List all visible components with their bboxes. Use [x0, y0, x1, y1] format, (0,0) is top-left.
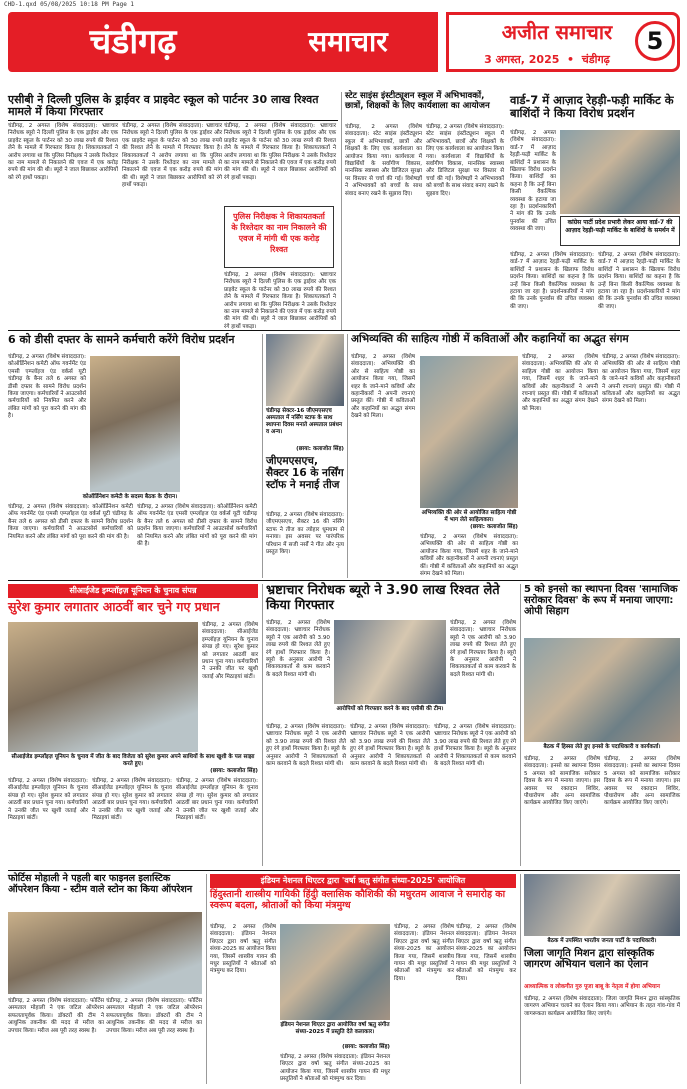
a1-inset: पुलिस निरीक्षक ने शिकायतकर्ता के रिश्तेदार का नाम निकालने की एवज में मांगी थी एक करोड़ रिश्वत [224, 206, 334, 268]
a12-headline: जिला जागृति मिशन द्वारा सांस्कृतिक जागरण अभियान चलाने का ऐलान [524, 948, 655, 971]
a11-body: चंडीगढ़, 2 अगस्त (विशेष संवाददाता): इंडियन नेशनल थिएटर द्वारा वर्षा ऋतु संगीत संध्या-2025 का आयोजन किया गया, जिसमें शास्त्रीय गायन की मधुर प्रस्तुतियों ने श्रोताओं को मंत्रमुग्ध कर दिया। [456, 924, 516, 982]
a2-body: चंडीगढ़, 2 अगस्त (विशेष संवाददाता): स्टेट साइंस इंस्टीट्यूशन स्कूल में अभिभावकों, छात्रों और शिक्षकों के लिए एक कार्यशाला का आयोजन किया गया। कार्यशाला में विद्यार्थियों के सर्वांगीण विकास, मानसिक स्वास्थ्य और डिजिटल सुरक्षा पर विस्तार से चर्चा की गई। विशेषज्ञों ने अभिभावकों को बच्चों के साथ संवाद बनाए रखने के सुझाव दिए। [426, 124, 505, 197]
a11-caption: इंडियन नेशनल थिएटर द्वारा आयोजित वर्षा ऋतु संगीत संध्या-2025 में प्रस्तुति देते कलाकार। [280, 1022, 390, 1035]
divider [520, 584, 521, 866]
a8-body: चंडीगढ़, 2 अगस्त (विशेष संवाददाता): भ्रष्टाचार निरोधक ब्यूरो ने एक आरोपी को 3.90 लाख रुपये की रिश्वत लेते हुए रंगे हाथों गिरफ्तार किया है। ब्यूरो के अनुसार आरोपी ने शिकायतकर्ता से काम करवाने के बदले रिश्वत मांगी थी। [450, 620, 516, 678]
divider [520, 874, 521, 1084]
divider [262, 584, 263, 866]
a8-body: चंडीगढ़, 2 अगस्त (विशेष संवाददाता): भ्रष्टाचार निरोधक ब्यूरो ने एक आरोपी को 3.90 लाख रुपये की रिश्वत लेते हुए रंगे हाथों गिरफ्तार किया है। ब्यूरो के अनुसार आरोपी ने शिकायतकर्ता से काम करवाने के बदले रिश्वत मांगी थी। [266, 620, 330, 678]
a8-body: चंडीगढ़, 2 अगस्त (विशेष संवाददाता): भ्रष्टाचार निरोधक ब्यूरो ने एक आरोपी को 3.90 लाख रुपये की रिश्वत लेते हुए रंगे हाथों गिरफ्तार किया है। ब्यूरो के अनुसार आरोपी ने शिकायतकर्ता से काम करवाने के बदले रिश्वत मांगी थी। [350, 724, 430, 768]
divider [8, 580, 680, 581]
a5-headline: जीएमएसएच, सैक्टर 16 के नर्सिंग स्टॉफ ने मनाई तीज [266, 455, 344, 491]
masthead-city-title: चंडीगढ़ [8, 12, 258, 72]
divider [262, 334, 263, 578]
a5-photo [266, 334, 344, 406]
a4-body: चंडीगढ़, 2 अगस्त (विशेष संवाददाता): कोऑर्डिनेशन कमेटी ऑफ गवर्नमेंट एंड एमसी एम्प्लॉइज एंड वर्कर्स यूटी चंडीगढ़ के बैनर तले 6 अगस्त को डीसी दफ्तर के सामने विरोध प्रदर्शन किया जाएगा। कर्मचारियों ने आउटसोर्स कर्मचारियों को नियमित करने और लंबित मांगों को पूरा करने की मांग की है। [137, 504, 257, 548]
a5-body: चंडीगढ़, 2 अगस्त (विशेष संवाददाता): जीएमएसएच, सैक्टर 16 की नर्सिंग स्टाफ ने तीज का त्योहार धूमधाम से मनाया। इस अवसर पर पारंपरिक परिधान में सजी नर्सों ने गीत और नृत्य प्रस्तुत किए। [266, 512, 344, 556]
a6-kicker: सीआईजेड इम्प्लॉइज़ यूनियन के चुनाव संपन्न [8, 584, 258, 598]
a11-body: चंडीगढ़, 2 अगस्त (विशेष संवाददाता): इंडियन नेशनल थिएटर द्वारा वर्षा ऋतु संगीत संध्या-2025 का आयोजन किया गया, जिसमें शास्त्रीय गायन की मधुर प्रस्तुतियों ने श्रोताओं को मंत्रमुग्ध कर दिया। [210, 924, 277, 975]
place-text: चंडीगढ़ [581, 53, 610, 66]
a8-body: चंडीगढ़, 2 अगस्त (विशेष संवाददाता): भ्रष्टाचार निरोधक ब्यूरो ने एक आरोपी को 3.90 लाख रुपये की रिश्वत लेते हुए रंगे हाथों गिरफ्तार किया है। ब्यूरो के अनुसार आरोपी ने शिकायतकर्ता से काम करवाने के बदले रिश्वत मांगी थी। [266, 724, 346, 768]
a8-photo [334, 620, 446, 704]
a1-body: चंडीगढ़, 2 अगस्त (विशेष संवाददाता): भ्रष्टाचार निरोधक ब्यूरो ने दिल्ली पुलिस के एक ड्राईवर और एक प्राइवेट स्कूल के पार्टनर को 30 लाख रुपये की रिश्वत लेने के मामले में गिरफ्तार किया है। शिकायतकर्ता ने आरोप लगाया था कि पुलिस निरीक्षक ने उसके रिश्तेदार का नाम मामले से निकालने की एवज में एक करोड़ रुपये की मांग की थी। ब्यूरो ने जाल बिछाकर आरोपियों को रंगे हाथों पकड़ा। [224, 272, 336, 330]
masthead-section-title: समाचार [258, 12, 438, 72]
masthead [8, 12, 680, 72]
a3-body: चंडीगढ़, 2 अगस्त (विशेष संवाददाता): वार्ड-7 में आज़ाद रेहड़ी-फड़ी मार्किट के बाशिंदों ने प्रशासन के खिलाफ विरोध प्रदर्शन किया। बाशिंदों का कहना है कि उन्हें बिना किसी वैकल्पिक व्यवस्था के हटाया जा रहा है। प्रदर्शनकारियों ने मांग की कि उनके पुनर्वास की उचित व्यवस्था की जाए। [598, 252, 680, 310]
a9-photo [524, 638, 680, 742]
a4-photo [90, 356, 180, 492]
a9-body: चंडीगढ़, 2 अगस्त (विशेष संवाददाता): इनसो का स्थापना दिवस 5 अगस्त को सामाजिक सरोकार दिवस के रूप में मनाया जाएगा। इस अवसर पर रक्तदान शिविर, पौधारोपण और अन्य सामाजिक कार्यक्रम आयोजित किए जाएंगे। [524, 756, 600, 807]
a1-body: चंडीगढ़, 2 अगस्त (विशेष संवाददाता): भ्रष्टाचार निरोधक ब्यूरो ने दिल्ली पुलिस के एक ड्राईवर और एक प्राइवेट स्कूल के पार्टनर को 30 लाख रुपये की रिश्वत लेने के मामले में गिरफ्तार किया है। शिकायतकर्ता ने आरोप लगाया था कि पुलिस निरीक्षक ने उसके रिश्तेदार का नाम मामले से निकालने की एवज में एक करोड़ रुपये की मांग की थी। ब्यूरो ने जाल बिछाकर आरोपियों को रंगे हाथों पकड़ा। [8, 123, 118, 181]
a9-caption: बैठक में हिस्सा लेते हुए इनसो के पदाधिकारी व कार्यकर्ता। [543, 744, 661, 750]
a12-caption: बैठक में उपस्थित भारतीय जनता पार्टी के पदाधिकारी। [547, 938, 657, 944]
a11-photo-credit: (छाया: कलाजोत सिंह) [342, 1044, 390, 1050]
a1-body: चंडीगढ़, 2 अगस्त (विशेष संवाददाता): भ्रष्टाचार निरोधक ब्यूरो ने दिल्ली पुलिस के एक ड्राईवर और एक प्राइवेट स्कूल के पार्टनर को 30 लाख रुपये की रिश्वत लेने के मामले में गिरफ्तार किया है। शिकायतकर्ता ने आरोप लगाया था कि पुलिस निरीक्षक ने उसके रिश्तेदार का नाम मामले से निकालने की एवज में एक करोड़ रुपये की मांग की थी। ब्यूरो ने जाल बिछाकर आरोपियों को रंगे हाथों पकड़ा। [122, 123, 222, 189]
a11-headline: हिंदुस्तानी शास्त्रीय गायिकी हिंदुी क्लासिक कौशिकी की मधुरतम आवाज ने समारोह का स्वरूप बदला, श्रोताओं को किया मंत्रमुग्ध [210, 889, 506, 911]
masthead-brand-box [446, 12, 680, 72]
a8-caption: आरोपियों को गिरफ्तार करने के बाद एसीबी की टीम। [336, 706, 444, 712]
a10-body: चंडीगढ़, 2 अगस्त (विशेष संवाददाता): फोर्टिस अस्पताल मोहाली ने एक जटिल ऑपरेशन सफलतापूर्वक किया। डॉक्टरों की टीम ने आधुनिक तकनीक की मदद से मरीज का उपचार किया। मरीज अब पूरी तरह स्वस्थ है। [106, 998, 202, 1034]
a6-headline: सुरेश कुमार लगातार आठवीं बार चुने गए प्रधान [8, 599, 220, 614]
a3-photo [560, 130, 680, 214]
a10-headline: फोर्टिस मोहाली ने पहली बार फाइनल इलास्टिक ऑपरेशन किया - स्टीम वाले स्टोन का किया ऑपरेशन [8, 873, 193, 895]
a1-headline: एसीबी ने दिल्ली पुलिस के ड्राईवर व प्राइवेट स्कूल को पार्टनर 30 लाख रिश्वत मामले में किया गिरफ्तार [8, 93, 319, 119]
a5-caption: चंडीगढ़ सेक्टर-16 जीएमएसएच अस्पताल में नर्सिंग स्टाफ के साथ स्थापना दिवस मनाते अस्पताल प्रबंधन व अन्य। [266, 408, 342, 435]
a3-inset: कांग्रेस पार्टी प्रदेश प्रभारी लेकर आया वार्ड-7 की आज़ाद रेहड़ी-फड़ी मार्किट के बाशिंदों के समर्थन में [560, 216, 680, 246]
divider [8, 330, 680, 331]
a3-body: चंडीगढ़, 2 अगस्त (विशेष संवाददाता): वार्ड-7 में आज़ाद रेहड़ी-फड़ी मार्किट के बाशिंदों ने प्रशासन के खिलाफ विरोध प्रदर्शन किया। बाशिंदों का कहना है कि उन्हें बिना किसी वैकल्पिक व्यवस्था के हटाया जा रहा है। प्रदर्शनकारियों ने मांग की कि उनके पुनर्वास की उचित व्यवस्था की जाए। [510, 130, 556, 233]
a9-headline: 5 को इनसो का स्थापना दिवस 'सामाजिक सरोकार दिवस' के रूप में मनाया जाएगा: ओपी सिहाग [524, 584, 678, 618]
a7-headline: अभिव्यक्ति की साहित्य गोष्ठी में कविताओं और कहानियों का अद्भुत संगम [351, 333, 629, 345]
a6-body: चंडीगढ़, 2 अगस्त (विशेष संवाददाता): सीआईजेड इम्प्लॉइज़ यूनियन के चुनाव संपन्न हो गए। सुरेश कुमार को लगातार आठवीं बार प्रधान चुना गया। कर्मचारियों ने उनकी जीत पर खुशी जताई और मिठाइयां बांटीं। [92, 778, 172, 822]
a9-body: चंडीगढ़, 2 अगस्त (विशेष संवाददाता): इनसो का स्थापना दिवस 5 अगस्त को सामाजिक सरोकार दिवस के रूप में मनाया जाएगा। इस अवसर पर रक्तदान शिविर, पौधारोपण और अन्य सामाजिक कार्यक्रम आयोजित किए जाएंगे। [604, 756, 680, 807]
a4-caption: कोऑर्डिनेशन कमेटी के सदस्य बैठक के दौरान। [82, 494, 178, 500]
a6-photo-credit: (छाया: कलाजोत सिंह) [210, 768, 258, 774]
a3-body: चंडीगढ़, 2 अगस्त (विशेष संवाददाता): वार्ड-7 में आज़ाद रेहड़ी-फड़ी मार्किट के बाशिंदों ने प्रशासन के खिलाफ विरोध प्रदर्शन किया। बाशिंदों का कहना है कि उन्हें बिना किसी वैकल्पिक व्यवस्था के हटाया जा रहा है। प्रदर्शनकारियों ने मांग की कि उनके पुनर्वास की उचित व्यवस्था की जाए। [510, 252, 594, 310]
a4-body: चंडीगढ़, 2 अगस्त (विशेष संवाददाता): कोऑर्डिनेशन कमेटी ऑफ गवर्नमेंट एंड एमसी एम्प्लॉइज एंड वर्कर्स यूटी चंडीगढ़ के बैनर तले 6 अगस्त को डीसी दफ्तर के सामने विरोध प्रदर्शन किया जाएगा। कर्मचारियों ने आउटसोर्स कर्मचारियों को नियमित करने और लंबित मांगों को पूरा करने की मांग की है। [8, 354, 86, 420]
a2-headline: स्टेट साइंस इंस्टीट्यूशन स्कूल में अभिभावकों, छात्रों, शिक्षकों के लिए कार्यशाला का आयोजन [345, 91, 490, 111]
a6-body: चंडीगढ़, 2 अगस्त (विशेष संवाददाता): सीआईजेड इम्प्लॉइज़ यूनियन के चुनाव संपन्न हो गए। सुरेश कुमार को लगातार आठवीं बार प्रधान चुना गया। कर्मचारियों ने उनकी जीत पर खुशी जताई और मिठाइयां बांटीं। [8, 778, 88, 822]
a12-photo [524, 874, 680, 936]
a7-photo-credit: (छाया: कलाजोत सिंह) [470, 524, 518, 530]
a4-body: चंडीगढ़, 2 अगस्त (विशेष संवाददाता): कोऑर्डिनेशन कमेटी ऑफ गवर्नमेंट एंड एमसी एम्प्लॉइज एंड वर्कर्स यूटी चंडीगढ़ के बैनर तले 6 अगस्त को डीसी दफ्तर के सामने विरोध प्रदर्शन किया जाएगा। कर्मचारियों ने आउटसोर्स कर्मचारियों को नियमित करने और लंबित मांगों को पूरा करने की मांग की है। [8, 504, 133, 540]
a7-body: चंडीगढ़, 2 अगस्त (विशेष संवाददाता): अभिव्यक्ति की ओर से साहित्य गोष्ठी का आयोजन किया गया, जिसमें शहर के जाने-माने कवियों और कहानीकारों ने अपनी रचनाएं प्रस्तुत कीं। गोष्ठी में कविताओं और कहानियों का अद्भुत संगम देखने को मिला। [351, 354, 415, 420]
a11-body: चंडीगढ़, 2 अगस्त (विशेष संवाददाता): इंडियन नेशनल थिएटर द्वारा वर्षा ऋतु संगीत संध्या-2025 का आयोजन किया गया, जिसमें शास्त्रीय गायन की मधुर प्रस्तुतियों ने श्रोताओं को मंत्रमुग्ध कर दिया। [394, 924, 454, 982]
print-header: CHD-1.qxd 05/08/2025 10:18 PM Page 1 [4, 1, 135, 8]
divider [347, 334, 348, 578]
date-text: 3 अगस्त, 2025 [484, 53, 560, 66]
divider [341, 92, 342, 330]
newspaper-logo: अजीत समाचार [501, 20, 613, 44]
a6-photo [8, 622, 198, 752]
a3-headline: वार्ड-7 में आज़ाद रेहड़ी-फड़ी मार्किट के बाशिंदों ने किया विरोध प्रदर्शन [510, 93, 674, 120]
a5-photo-credit: (छाया: कलाजोत सिंह) [296, 446, 344, 452]
divider [8, 120, 338, 121]
a1-body: चंडीगढ़, 2 अगस्त (विशेष संवाददाता): भ्रष्टाचार निरोधक ब्यूरो ने दिल्ली पुलिस के एक ड्राईवर और एक प्राइवेट स्कूल के पार्टनर को 30 लाख रुपये की रिश्वत लेने के मामले में गिरफ्तार किया है। शिकायतकर्ता ने आरोप लगाया था कि पुलिस निरीक्षक ने उसके रिश्तेदार का नाम मामले से निकालने की एवज में एक करोड़ रुपये की मांग की थी। ब्यूरो ने जाल बिछाकर आरोपियों को रंगे हाथों पकड़ा। [224, 123, 336, 181]
a11-photo [280, 924, 390, 1020]
a4-headline: 6 को डीसी दफ्तर के सामने कर्मचारी करेंगे विरोध प्रदर्शन [8, 333, 235, 346]
a10-body: चंडीगढ़, 2 अगस्त (विशेष संवाददाता): फोर्टिस अस्पताल मोहाली ने एक जटिल ऑपरेशन सफलतापूर्वक किया। डॉक्टरों की टीम ने आधुनिक तकनीक की मदद से मरीज का उपचार किया। मरीज अब पूरी तरह स्वस्थ है। [8, 998, 104, 1034]
a11-kicker: इंडियन नेशनल थिएटर द्वारा 'वर्षा ऋतु संगीत संध्या-2025' आयोजित [210, 874, 516, 888]
a6-caption: सीआईजेड इम्प्लॉइज़ यूनियन के चुनाव में जीत के बाद विजेता को सुरेश कुमार अपने साथियों के साथ खुशी के पल साझा करते हुए। [11, 754, 255, 767]
a6-body: चंडीगढ़, 2 अगस्त (विशेष संवाददाता): सीआईजेड इम्प्लॉइज़ यूनियन के चुनाव संपन्न हो गए। सुरेश कुमार को लगातार आठवीं बार प्रधान चुना गया। कर्मचारियों ने उनकी जीत पर खुशी जताई और मिठाइयां बांटीं। [176, 778, 258, 822]
a12-body: चंडीगढ़, 2 अगस्त (विशेष संवाददाता): जिला जागृति मिशन द्वारा सांस्कृतिक जागरण अभियान चलाने का ऐलान किया गया। अभियान के तहत गांव-गांव में जागरूकता कार्यक्रम आयोजित किए जाएंगे। [524, 996, 680, 1017]
a2-body: चंडीगढ़, 2 अगस्त (विशेष संवाददाता): स्टेट साइंस इंस्टीट्यूशन स्कूल में अभिभावकों, छात्रों और शिक्षकों के लिए एक कार्यशाला का आयोजन किया गया। कार्यशाला में विद्यार्थियों के सर्वांगीण विकास, मानसिक स्वास्थ्य और डिजिटल सुरक्षा पर विस्तार से चर्चा की गई। विशेषज्ञों ने अभिभावकों को बच्चों के साथ संवाद बनाए रखने के सुझाव दिए। [345, 124, 422, 197]
a8-body: चंडीगढ़, 2 अगस्त (विशेष संवाददाता): भ्रष्टाचार निरोधक ब्यूरो ने एक आरोपी को 3.90 लाख रुपये की रिश्वत लेते हुए रंगे हाथों गिरफ्तार किया है। ब्यूरो के अनुसार आरोपी ने शिकायतकर्ता से काम करवाने के बदले रिश्वत मांगी थी। [434, 724, 516, 768]
a10-photo [8, 912, 202, 994]
a6-body: चंडीगढ़, 2 अगस्त (विशेष संवाददाता): सीआईजेड इम्प्लॉइज़ यूनियन के चुनाव संपन्न हो गए। सुरेश कुमार को लगातार आठवीं बार प्रधान चुना गया। कर्मचारियों ने उनकी जीत पर खुशी जताई और मिठाइयां बांटीं। [202, 622, 258, 680]
a7-body: चंडीगढ़, 2 अगस्त (विशेष संवाददाता): अभिव्यक्ति की ओर से साहित्य गोष्ठी का आयोजन किया गया, जिसमें शहर के जाने-माने कवियों और कहानीकारों ने अपनी रचनाएं प्रस्तुत कीं। गोष्ठी में कविताओं और कहानियों का अद्भुत संगम देखने को मिला। [602, 354, 680, 405]
a7-body: चंडीगढ़, 2 अगस्त (विशेष संवाददाता): अभिव्यक्ति की ओर से साहित्य गोष्ठी का आयोजन किया गया, जिसमें शहर के जाने-माने कवियों और कहानीकारों ने अपनी रचनाएं प्रस्तुत कीं। गोष्ठी में कविताओं और कहानियों का अद्भुत संगम देखने को मिला। [420, 534, 518, 578]
a11-body: चंडीगढ़, 2 अगस्त (विशेष संवाददाता): इंडियन नेशनल थिएटर द्वारा वर्षा ऋतु संगीत संध्या-2025 का आयोजन किया गया, जिसमें शास्त्रीय गायन की मधुर प्रस्तुतियों ने श्रोताओं को मंत्रमुग्ध कर दिया। [280, 1054, 390, 1083]
page-number: 5 [635, 21, 675, 61]
a7-body: चंडीगढ़, 2 अगस्त (विशेष संवाददाता): अभिव्यक्ति की ओर से साहित्य गोष्ठी का आयोजन किया गया, जिसमें शहर के जाने-माने कवियों और कहानीकारों ने अपनी रचनाएं प्रस्तुत कीं। गोष्ठी में कविताओं और कहानियों का अद्भुत संगम देखने को मिला। [522, 354, 598, 412]
a12-kicker: आध्यात्मिक व लोकगीत गुरु पूजा बाबू के नेतृत्व में होगा अभियान [524, 984, 660, 990]
a7-caption: अभिव्यक्ति की ओर से आयोजित साहित्य गोष्ठी में भाग लेते साहित्यकार। [421, 510, 517, 523]
divider [206, 874, 207, 1084]
a7-photo [420, 356, 518, 508]
divider [8, 870, 680, 871]
a8-headline: भ्रष्टाचार निरोधक ब्यूरो ने 3.90 लाख रिश्वत लेते किया गिरफ्तार [266, 583, 500, 613]
masthead-date: 3 अगस्त, 2025 • चंडीगढ़ [484, 53, 610, 66]
